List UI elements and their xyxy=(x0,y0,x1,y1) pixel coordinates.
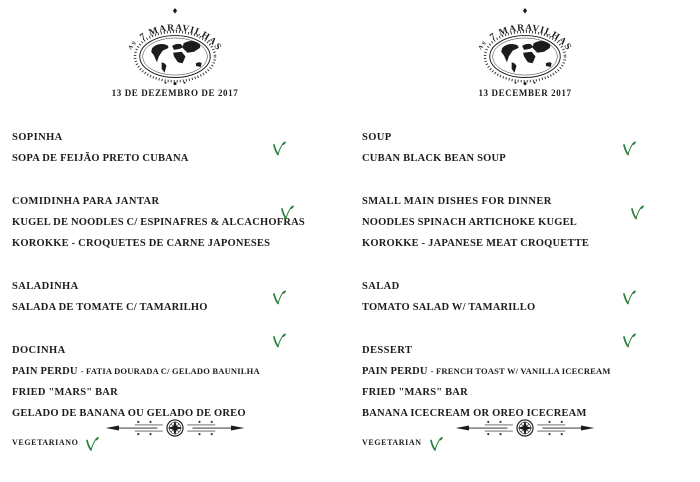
menu-item-text: KUGEL DE NOODLES C/ ESPINAFRES & ALCACHOFRAS xyxy=(12,217,305,228)
menu-item-row xyxy=(362,359,682,380)
section-heading: COMIDINHA PARA JANTAR xyxy=(12,196,160,207)
section-heading: SALAD xyxy=(362,281,400,292)
menu-item-row xyxy=(12,231,332,252)
vegetarian-legend-label: VEGETARIAN xyxy=(362,438,422,447)
section-salad xyxy=(12,274,332,316)
vegetarian-icon xyxy=(272,141,286,157)
section-heading: SOUP xyxy=(362,132,392,143)
compass-divider-icon xyxy=(455,417,595,439)
menu-item-row xyxy=(362,231,682,252)
menu-column-english xyxy=(350,0,700,482)
vegetarian-icon xyxy=(85,436,99,453)
section-heading-row xyxy=(362,338,682,359)
logo xyxy=(350,7,700,87)
menu-item-row xyxy=(12,146,332,167)
menu-item-text: SOPA DE FEIJÃO PRETO CUBANA xyxy=(12,153,189,164)
menu-item-row xyxy=(12,380,332,401)
menu-item-text: FRIED "MARS" BAR xyxy=(362,387,468,398)
compass-divider-icon xyxy=(105,417,245,439)
section-mains xyxy=(12,189,332,252)
section-soup xyxy=(362,125,682,167)
vegetarian-icon xyxy=(622,333,636,349)
menu-date: 13 DECEMBER 2017 xyxy=(478,88,572,98)
logo xyxy=(0,7,350,87)
menu-item-row xyxy=(362,380,682,401)
section-heading: SALADINHA xyxy=(12,281,79,292)
section-heading: DESSERT xyxy=(362,345,413,356)
section-heading: SMALL MAIN DISHES FOR DINNER xyxy=(362,196,552,207)
menu-item-text: NOODLES SPINACH ARTICHOKE KUGEL xyxy=(362,217,577,228)
section-salad xyxy=(362,274,682,316)
menu-sections xyxy=(362,125,682,444)
vegetarian-icon xyxy=(622,290,636,306)
menu-item-text: KOROKKE - CROQUETES DE CARNE JAPONESES xyxy=(12,238,271,249)
menu-item-text: KOROKKE - JAPANESE MEAT CROQUETTE xyxy=(362,238,590,249)
menu-item-text: PAIN PERDU xyxy=(12,366,78,377)
vegetarian-icon xyxy=(429,436,443,453)
vegetarian-icon xyxy=(280,205,294,221)
menu-item-subtext: - FRENCH TOAST W/ VANILLA ICECREAM xyxy=(430,366,611,376)
section-heading: DOCINHA xyxy=(12,345,66,356)
menu-item-row xyxy=(362,210,682,231)
menu-item-row xyxy=(12,210,332,231)
world-medallion-icon xyxy=(466,7,584,87)
menu-item-text: GELADO DE BANANA OU GELADO DE OREO xyxy=(12,408,246,419)
vegetarian-legend xyxy=(12,435,99,453)
menu-item-row xyxy=(12,295,332,316)
vegetarian-icon xyxy=(272,290,286,306)
menu-item-row xyxy=(362,146,682,167)
logo-prefix: AS xyxy=(127,39,139,52)
menu-item-text: SALADA DE TOMATE C/ TAMARILHO xyxy=(12,302,208,313)
section-heading-row xyxy=(12,338,332,359)
menu-item-text: PAIN PERDU xyxy=(362,366,428,377)
menu-date: 13 DE DEZEMBRO DE 2017 xyxy=(111,88,239,98)
section-soup xyxy=(12,125,332,167)
vegetarian-legend xyxy=(362,435,443,453)
vegetarian-legend-label: VEGETARIANO xyxy=(12,438,79,447)
section-mains xyxy=(362,189,682,252)
vegetarian-icon xyxy=(630,205,644,221)
menu-item-text: FRIED "MARS" BAR xyxy=(12,387,118,398)
vegetarian-icon xyxy=(272,333,286,349)
section-dessert xyxy=(12,338,332,422)
vegetarian-icon xyxy=(622,141,636,157)
menu-item-row xyxy=(362,295,682,316)
menu-item-text: CUBAN BLACK BEAN SOUP xyxy=(362,153,506,164)
menu-sections xyxy=(12,125,332,444)
logo-prefix: AS xyxy=(477,39,489,52)
world-medallion-icon xyxy=(116,7,234,87)
logo-title: 7 MARAVILHAS xyxy=(488,23,574,53)
menu-item-subtext: - FATIA DOURADA C/ GELADO BAUNILHA xyxy=(80,366,260,376)
menu-item-text: BANANA ICECREAM OR OREO ICECREAM xyxy=(362,408,587,419)
menu-item-row xyxy=(12,359,332,380)
section-dessert xyxy=(362,338,682,422)
section-heading: SOPINHA xyxy=(12,132,63,143)
logo-title: 7 MARAVILHAS xyxy=(138,23,224,53)
menu-item-text: TOMATO SALAD W/ TAMARILLO xyxy=(362,302,536,313)
